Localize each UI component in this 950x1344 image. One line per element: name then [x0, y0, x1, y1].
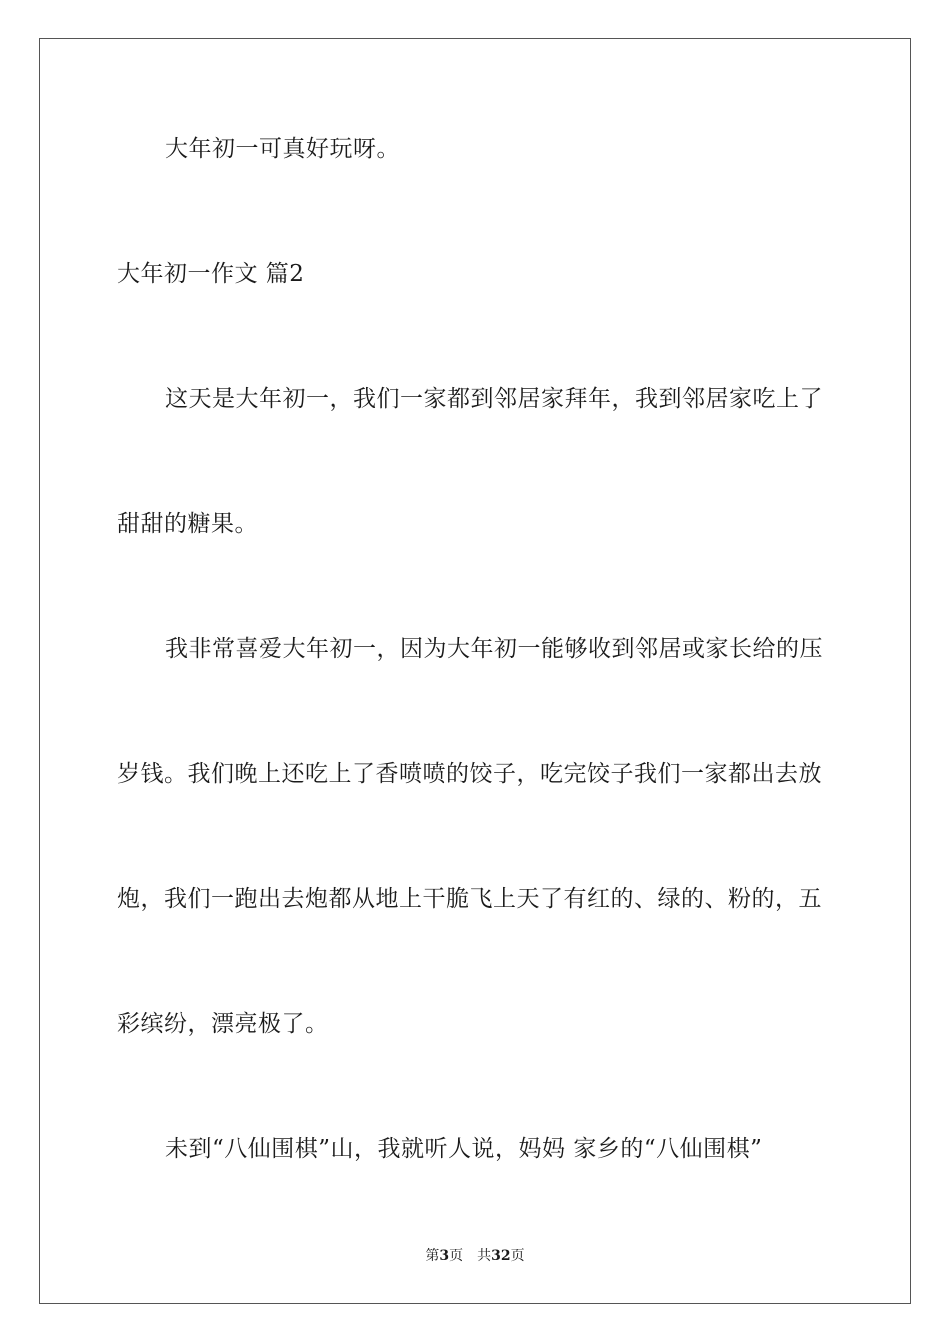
paragraph-line: 彩缤纷，漂亮极了。: [117, 1011, 329, 1037]
paragraph-line: 大年初一可真好玩呀。: [165, 136, 400, 162]
paragraph-line: 这天是大年初一，我们一家都到邻居家拜年，我到邻居家吃上了: [165, 386, 823, 412]
page-number-footer: [0, 1247, 950, 1265]
total-pages-number: 32: [491, 1248, 511, 1264]
page-prefix: 第: [425, 1248, 440, 1264]
paragraph-line: 未到“八仙围棋”山，我就听人说，妈妈 家乡的“八仙围棋”: [165, 1136, 763, 1162]
paragraph-line: 甜甜的糖果。: [117, 511, 258, 537]
paragraph-line: 岁钱。我们晚上还吃上了香喷喷的饺子，吃完饺子我们一家都出去放: [117, 761, 822, 787]
current-page-number: 3: [439, 1248, 450, 1264]
page-frame: [39, 38, 911, 1304]
section-heading: 大年初一作文 篇2: [117, 261, 305, 287]
total-prefix: 共: [477, 1248, 492, 1264]
total-suffix: 页: [510, 1248, 525, 1264]
paragraph-line: 炮，我们一跑出去炮都从地上干脆飞上天了有红的、绿的、粉的，五: [117, 886, 822, 912]
paragraph-line: 我非常喜爱大年初一，因为大年初一能够收到邻居或家长给的压: [165, 636, 823, 662]
page-suffix: 页: [449, 1248, 464, 1264]
